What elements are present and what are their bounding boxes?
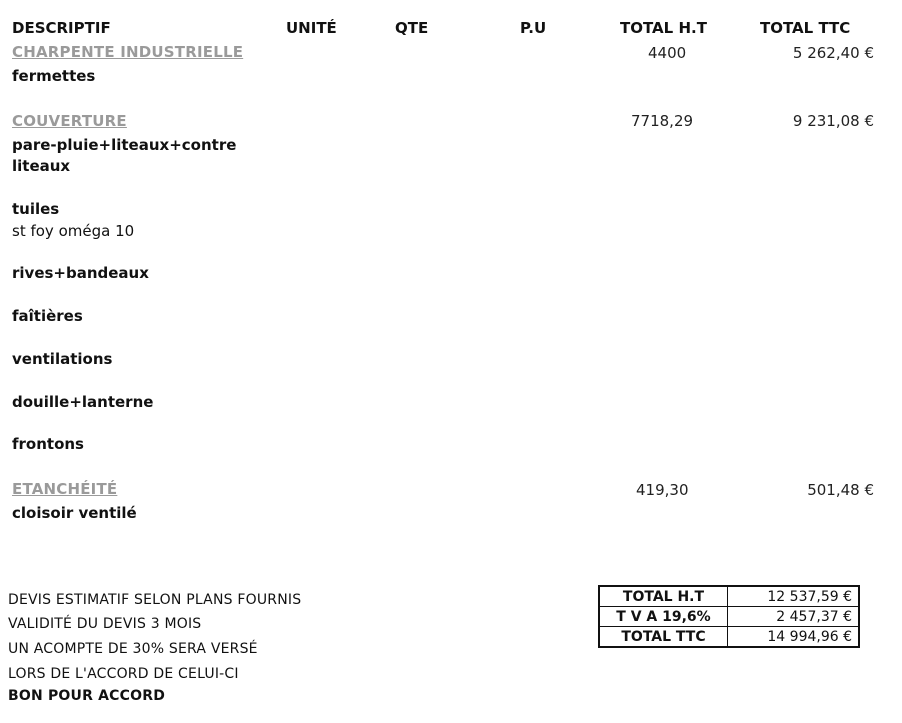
line-item: rives+bandeaux	[12, 264, 149, 282]
etancheite-total-ht: 419,30	[636, 481, 689, 499]
line-item: frontons	[12, 435, 84, 453]
totals-value: 12 537,59 €	[728, 586, 860, 607]
line-item: liteaux	[12, 157, 71, 175]
couverture-total-ttc: 9 231,08 €	[792, 112, 874, 130]
totals-table	[598, 585, 860, 648]
section-title-couverture: COUVERTURE	[12, 112, 127, 130]
header-unite: UNITÉ	[286, 19, 337, 37]
note-line: DEVIS ESTIMATIF SELON PLANS FOURNIS	[8, 592, 302, 608]
line-item-detail: st foy oméga 10	[12, 222, 135, 240]
totals-row	[599, 586, 859, 607]
totals-label: TOTAL TTC	[599, 627, 728, 648]
etancheite-total-ttc: 501,48 €	[807, 481, 874, 499]
line-item: pare-pluie+liteaux+contre	[12, 136, 237, 154]
couverture-total-ht: 7718,29	[631, 112, 694, 130]
signature-label: BON POUR ACCORD	[8, 688, 166, 704]
charpente-total-ht: 4400	[648, 44, 687, 62]
totals-value: 2 457,37 €	[728, 607, 860, 627]
line-item: cloisoir ventilé	[12, 504, 137, 522]
totals-row	[599, 627, 859, 648]
section-title-etancheite: ETANCHÉITÉ	[12, 480, 118, 498]
header-total-ht: TOTAL H.T	[620, 19, 707, 37]
line-item: faîtières	[12, 307, 83, 325]
line-item: tuiles	[12, 200, 60, 218]
note-line: LORS DE L'ACCORD DE CELUI-CI	[8, 666, 239, 682]
totals-label: TOTAL H.T	[599, 586, 728, 607]
line-item: fermettes	[12, 67, 96, 85]
header-descriptif: DESCRIPTIF	[12, 19, 111, 37]
totals-label: T V A 19,6%	[599, 607, 728, 627]
charpente-total-ttc: 5 262,40 €	[792, 44, 874, 62]
header-total-ttc: TOTAL TTC	[760, 19, 851, 37]
header-qte: QTE	[395, 19, 429, 37]
line-item: ventilations	[12, 350, 113, 368]
totals-row	[599, 607, 859, 627]
line-item: douille+lanterne	[12, 393, 154, 411]
header-pu: P.U	[520, 19, 547, 37]
section-title-charpente: CHARPENTE INDUSTRIELLE	[12, 43, 244, 61]
note-line: UN ACOMPTE DE 30% SERA VERSÉ	[8, 641, 258, 657]
totals-value: 14 994,96 €	[728, 627, 860, 648]
note-line: VALIDITÉ DU DEVIS 3 MOIS	[8, 616, 202, 632]
